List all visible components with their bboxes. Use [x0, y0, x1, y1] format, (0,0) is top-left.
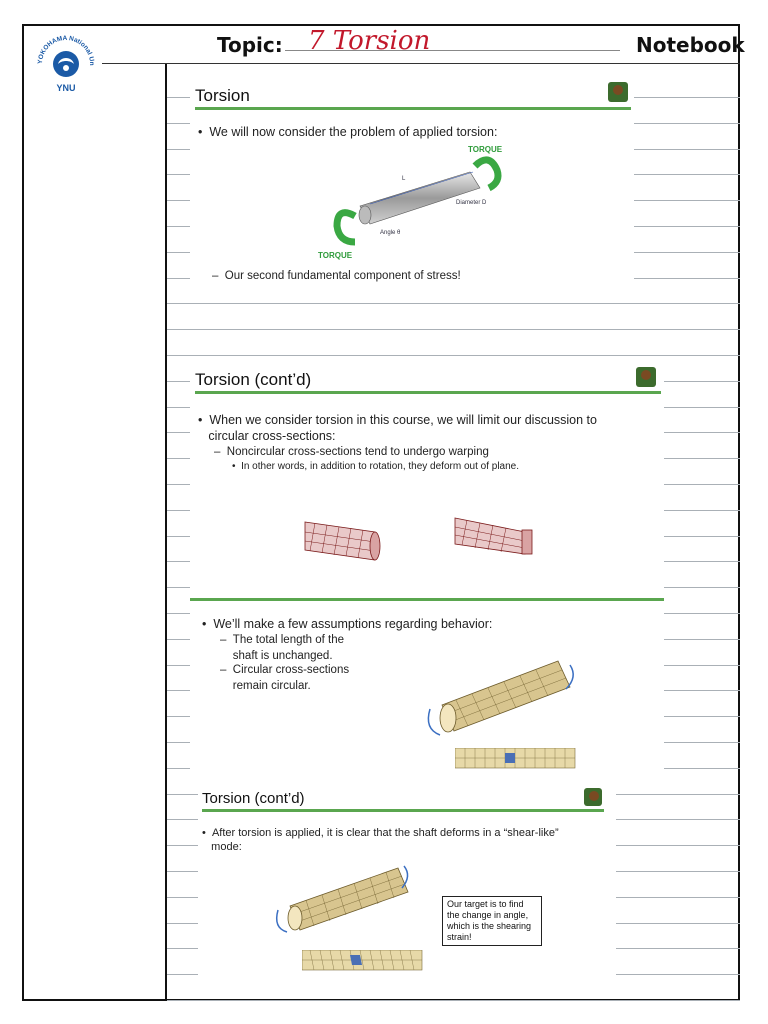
length-label: L [402, 176, 406, 182]
warped-bar-right [455, 518, 532, 554]
assumption-1: – The total length of the shaft is unchanged. [220, 634, 345, 662]
torsion-shaft-figure [310, 144, 540, 264]
subbullet-text: Noncircular cross-sections tend to undergo warping [226, 446, 489, 458]
bullet-line1: After torsion is applied, it is clear that the shaft deforms in a “shear-like” [211, 827, 559, 839]
slide-title: Torsion [195, 86, 250, 105]
logo-text-ynu: YNU [56, 83, 76, 93]
assumption-2-line1: Circular cross-sections [232, 664, 350, 676]
note-box: Our target is to find the change in angle, which is the shearing strain! [442, 896, 542, 946]
grid-strip-figure [455, 748, 577, 770]
slide-top-bar [190, 598, 664, 601]
bullet-line2: circular cross-sections: [208, 429, 336, 443]
slide-subbullet: – Our second fundamental component of stress! [212, 270, 461, 282]
mascot-icon [584, 788, 602, 806]
header-divider [102, 63, 740, 64]
assumption-2-line2: remain circular. [232, 680, 311, 692]
subbullet-text: Our second fundamental component of stress! [224, 270, 461, 282]
subsubbullet-text: In other words, in addition to rotation, they deform out of plane. [241, 461, 520, 472]
slide-bullet: • We will now consider the problem of applied torsion: [198, 125, 498, 139]
slide-bullet: • After torsion is applied, it is clear that the shaft deforms in a “shear-like” mode: [202, 827, 559, 853]
bullet-text: We’ll make a few assumptions regarding behavior: [213, 617, 493, 631]
ruled-line [167, 355, 740, 356]
slide-torsion [190, 72, 634, 290]
margin-line [165, 64, 167, 1001]
torque-arrow-bottom-icon [337, 213, 355, 242]
angle-label: Angle θ [380, 230, 401, 236]
assumption-1-line2: shaft is unchanged. [232, 650, 333, 662]
logo-text-arc: YOKOHAMA National Un [36, 34, 96, 66]
warping-figure [290, 510, 570, 570]
slide-bullet: • When we consider torsion in this course, we will limit our discussion to circular cross-sections: [198, 413, 597, 443]
bullet-text: We will now consider the problem of applied torsion: [209, 125, 498, 139]
ruled-line [167, 1000, 740, 1001]
diameter-label: Diameter D [456, 200, 487, 206]
topic-value: 7 Torsion [308, 26, 431, 56]
slide-assumptions [190, 598, 664, 776]
mascot-icon [608, 82, 628, 102]
mascot-icon [636, 367, 656, 387]
slide-torsion-contd [190, 362, 664, 600]
slide-torsion-contd-2 [198, 784, 616, 984]
assumption-2: – Circular cross-sections remain circular. [220, 664, 350, 692]
torque-label-top: TORQUE [468, 145, 503, 154]
title-underline [195, 391, 661, 394]
torque-arrow-top-icon [475, 160, 498, 188]
topic-label: Topic: [217, 33, 283, 57]
bullet-line1: When we consider torsion in this course, we will limit our discussion to [209, 413, 597, 427]
slide-subbullet: – Noncircular cross-sections tend to undergo warping [214, 446, 489, 458]
ruled-line [167, 303, 740, 304]
slide-subsubbullet: • In other words, in addition to rotation, they deform out of plane. [232, 461, 520, 472]
bullet-line2: mode: [211, 841, 242, 853]
slide-title: Torsion (cont’d) [195, 370, 312, 389]
ruled-line [167, 329, 740, 330]
title-underline [195, 107, 631, 110]
slide-bullet: • We’ll make a few assumptions regarding behavior: [202, 617, 493, 631]
warped-bar-left [305, 522, 380, 560]
ynu-logo [30, 28, 102, 100]
torque-label-bottom: TORQUE [318, 251, 353, 260]
sheared-cylinder-figure [270, 860, 420, 940]
sheared-grid-strip-figure [302, 950, 424, 972]
title-underline [202, 809, 604, 812]
assumption-1-line1: The total length of the [232, 634, 345, 646]
slide-title: Torsion (cont’d) [202, 790, 305, 807]
notebook-label: Notebook [636, 33, 745, 57]
cylinder-mesh-figure [420, 653, 580, 743]
